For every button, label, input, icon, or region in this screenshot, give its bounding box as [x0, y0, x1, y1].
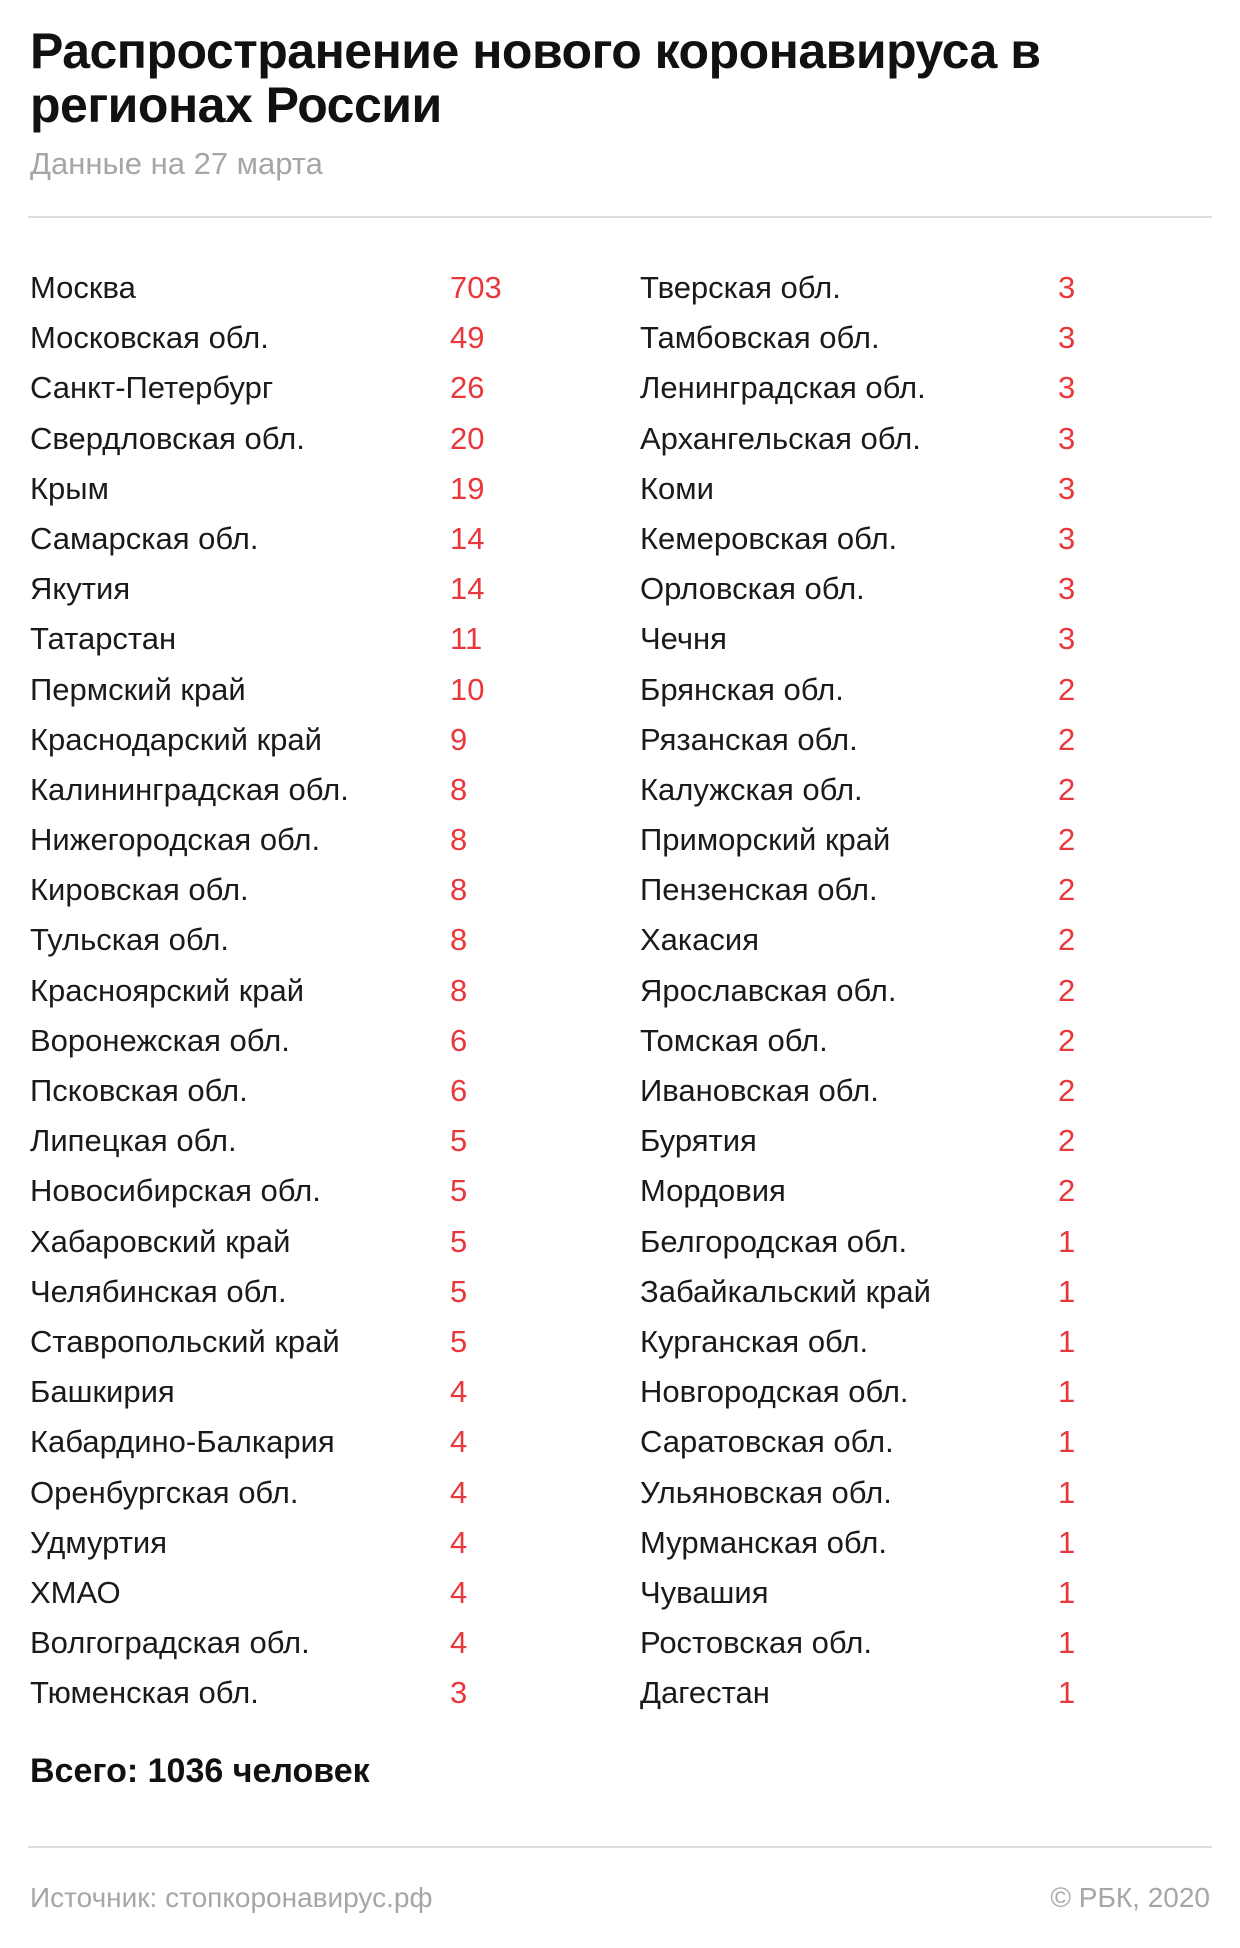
- region-name: Мордовия: [640, 1173, 786, 1209]
- region-row: [30, 617, 590, 667]
- case-count: 1: [1058, 1474, 1076, 1510]
- region-row: [30, 768, 590, 818]
- case-count: 1: [1058, 1223, 1076, 1259]
- region-row: [640, 1169, 1200, 1219]
- case-count: 8: [450, 972, 468, 1008]
- case-count: 5: [450, 1323, 468, 1359]
- case-count: 2: [1058, 1073, 1076, 1108]
- top-divider: [28, 216, 1212, 218]
- case-count: 8: [450, 872, 468, 908]
- case-count: 4: [450, 1625, 468, 1661]
- region-name: Челябинская обл.: [30, 1273, 287, 1309]
- region-name: Воронежская обл.: [30, 1022, 290, 1058]
- region-name: Калининградская обл.: [30, 771, 349, 807]
- region-name: Москва: [30, 270, 136, 305]
- case-count: 5: [450, 1273, 468, 1309]
- region-list-right: [640, 266, 1200, 1721]
- region-name: Ставропольский край: [30, 1323, 340, 1359]
- case-count: 8: [450, 922, 468, 958]
- region-row: [30, 1420, 590, 1470]
- region-name: ХМАО: [30, 1574, 121, 1610]
- region-row: [30, 868, 590, 918]
- case-count: 2: [1058, 1123, 1076, 1159]
- case-count: 1: [1058, 1625, 1076, 1661]
- region-row: [640, 1119, 1200, 1169]
- region-row: [30, 567, 590, 617]
- case-count: 1: [1058, 1323, 1076, 1359]
- case-count: 10: [450, 671, 485, 707]
- region-row: [640, 718, 1200, 768]
- region-row: [640, 366, 1200, 416]
- region-row: [640, 1220, 1200, 1270]
- region-name: Тамбовская обл.: [640, 320, 880, 356]
- region-row: [30, 366, 590, 416]
- region-name: Курганская обл.: [640, 1323, 869, 1359]
- data-date-subtitle: Данные на 27 марта: [30, 146, 323, 181]
- case-count: 1: [1058, 1524, 1076, 1560]
- region-name: Кабардино-Балкария: [30, 1424, 335, 1460]
- case-count: 4: [450, 1374, 468, 1410]
- region-name: Волгоградская обл.: [30, 1625, 310, 1661]
- case-count: 11: [450, 621, 483, 657]
- region-name: Новосибирская обл.: [30, 1173, 321, 1209]
- case-count: 4: [450, 1474, 468, 1510]
- case-count: 14: [450, 571, 485, 607]
- region-row: [30, 969, 590, 1019]
- region-row: [30, 668, 590, 718]
- region-name: Мурманская обл.: [640, 1524, 887, 1560]
- region-list-left: [30, 266, 590, 1721]
- region-name: Хабаровский край: [30, 1223, 291, 1259]
- source-note: Источник: стопкоронавирус.рф: [30, 1882, 433, 1913]
- region-row: [30, 316, 590, 366]
- region-name: Пензенская обл.: [640, 872, 878, 908]
- region-name: Тюменская обл.: [30, 1675, 259, 1711]
- region-name: Самарская обл.: [30, 520, 259, 556]
- region-row: [30, 1671, 590, 1721]
- region-row: [30, 718, 590, 768]
- region-row: [30, 1370, 590, 1420]
- case-count: 2: [1058, 922, 1076, 958]
- region-name: Пермский край: [30, 671, 246, 707]
- region-row: [30, 1069, 590, 1119]
- region-name: Санкт-Петербург: [30, 370, 274, 406]
- case-count: 4: [450, 1424, 468, 1460]
- region-name: Брянская обл.: [640, 671, 844, 707]
- case-count: 2: [1058, 721, 1076, 757]
- region-row: [640, 1471, 1200, 1521]
- region-row: [30, 1571, 590, 1621]
- case-count: 9: [450, 721, 468, 757]
- region-name: Рязанская обл.: [640, 721, 858, 757]
- region-name: Забайкальский край: [640, 1273, 931, 1309]
- region-row: [640, 617, 1200, 667]
- region-name: Нижегородская обл.: [30, 822, 321, 858]
- case-count: 2: [1058, 1022, 1076, 1058]
- region-row: [640, 768, 1200, 818]
- case-count: 1: [1058, 1675, 1076, 1711]
- case-count: 3: [1058, 470, 1076, 506]
- region-row: [640, 1621, 1200, 1671]
- region-name: Псковская обл.: [30, 1073, 248, 1108]
- region-row: [30, 1119, 590, 1169]
- region-name: Кировская обл.: [30, 872, 249, 908]
- case-count: 1: [1058, 1374, 1076, 1410]
- region-name: Ульяновская обл.: [640, 1474, 892, 1510]
- case-count: 4: [450, 1574, 468, 1610]
- region-name: Саратовская обл.: [640, 1424, 894, 1460]
- case-count: 26: [450, 370, 485, 406]
- region-row: [640, 1521, 1200, 1571]
- region-name: Чечня: [640, 621, 727, 657]
- case-count: 4: [450, 1524, 468, 1560]
- region-row: [640, 818, 1200, 868]
- region-name: Ленинградская обл.: [640, 370, 926, 406]
- region-name: Бурятия: [640, 1123, 757, 1159]
- region-row: [30, 1270, 590, 1320]
- case-count: 2: [1058, 872, 1076, 908]
- region-name: Ивановская обл.: [640, 1073, 879, 1108]
- region-row: [640, 668, 1200, 718]
- region-row: [640, 868, 1200, 918]
- region-row: [30, 467, 590, 517]
- case-count: 3: [1058, 370, 1076, 406]
- region-row: [640, 969, 1200, 1019]
- case-count: 6: [450, 1022, 468, 1058]
- region-name: Тульская обл.: [30, 922, 229, 958]
- region-row: [640, 1069, 1200, 1119]
- case-count: 3: [1058, 320, 1076, 356]
- region-row: [640, 1019, 1200, 1069]
- region-name: Архангельская обл.: [640, 420, 921, 456]
- page-title: [30, 24, 1240, 132]
- region-row: [640, 316, 1200, 366]
- region-row: [640, 1571, 1200, 1621]
- region-name: Тверская обл.: [640, 270, 841, 305]
- region-row: [30, 1220, 590, 1270]
- region-name: Крым: [30, 470, 109, 506]
- region-name: Красноярский край: [30, 972, 305, 1008]
- region-row: [30, 266, 590, 316]
- case-count: 5: [450, 1123, 468, 1159]
- case-count: 49: [450, 320, 485, 356]
- case-count: 1: [1058, 1574, 1076, 1610]
- region-name: Хакасия: [640, 922, 760, 958]
- region-name: Томская обл.: [640, 1022, 828, 1058]
- case-count: 8: [450, 771, 468, 807]
- region-name: Чувашия: [640, 1574, 769, 1610]
- region-row: [640, 1370, 1200, 1420]
- case-count: 5: [450, 1223, 468, 1259]
- region-row: [640, 417, 1200, 467]
- case-count: 2: [1058, 671, 1076, 707]
- region-row: [30, 1169, 590, 1219]
- case-count: 1: [1058, 1424, 1076, 1460]
- region-name: Московская обл.: [30, 320, 269, 356]
- case-count: 703: [450, 270, 502, 305]
- region-name: Ярославская обл.: [640, 972, 897, 1008]
- region-row: [640, 1420, 1200, 1470]
- region-row: [30, 1621, 590, 1671]
- case-count: 2: [1058, 1173, 1076, 1209]
- case-count: 1: [1058, 1273, 1076, 1309]
- case-count: 2: [1058, 822, 1076, 858]
- region-name: Липецкая обл.: [30, 1123, 237, 1159]
- region-row: [640, 467, 1200, 517]
- region-row: [640, 1320, 1200, 1370]
- region-name: Удмуртия: [30, 1524, 168, 1560]
- region-row: [30, 417, 590, 467]
- region-name: Ростовская обл.: [640, 1625, 872, 1661]
- region-row: [30, 1320, 590, 1370]
- region-name: Калужская обл.: [640, 771, 863, 807]
- case-count: 2: [1058, 771, 1076, 807]
- region-name: Новгородская обл.: [640, 1374, 909, 1410]
- region-row: [640, 567, 1200, 617]
- region-name: Башкирия: [30, 1374, 175, 1410]
- case-count: 3: [1058, 520, 1076, 556]
- case-count: 2: [1058, 972, 1076, 1008]
- region-name: Белгородская обл.: [640, 1223, 908, 1259]
- region-name: Приморский край: [640, 822, 891, 858]
- region-name: Краснодарский край: [30, 721, 322, 757]
- case-count: 3: [1058, 621, 1076, 657]
- region-name: Дагестан: [640, 1675, 770, 1711]
- region-name: Оренбургская обл.: [30, 1474, 299, 1510]
- total-count: Всего: 1036 человек: [30, 1752, 370, 1790]
- region-name: Якутия: [30, 571, 131, 607]
- case-count: 6: [450, 1073, 468, 1108]
- case-count: 14: [450, 520, 485, 556]
- case-count: 3: [1058, 420, 1076, 456]
- case-count: 3: [1058, 270, 1076, 305]
- region-name: Кемеровская обл.: [640, 520, 898, 556]
- region-row: [640, 918, 1200, 968]
- region-name: Коми: [640, 470, 714, 506]
- region-name: Орловская обл.: [640, 571, 865, 607]
- case-count: 20: [450, 420, 485, 456]
- case-count: 3: [1058, 571, 1076, 607]
- region-row: [640, 517, 1200, 567]
- region-row: [30, 1471, 590, 1521]
- region-row: [30, 918, 590, 968]
- case-count: 8: [450, 822, 468, 858]
- region-row: [640, 266, 1200, 316]
- case-count: 5: [450, 1173, 468, 1209]
- copyright-note: © РБК, 2020: [1050, 1882, 1210, 1913]
- bottom-divider: [28, 1846, 1212, 1848]
- region-row: [30, 818, 590, 868]
- region-row: [30, 1521, 590, 1571]
- title-text: Распространение нового коронавируса в регионах России: [30, 23, 1041, 133]
- case-count: 19: [450, 470, 485, 506]
- region-row: [30, 1019, 590, 1069]
- region-name: Татарстан: [30, 621, 177, 657]
- region-row: [640, 1270, 1200, 1320]
- region-row: [30, 517, 590, 567]
- region-row: [640, 1671, 1200, 1721]
- case-count: 3: [450, 1675, 468, 1711]
- region-name: Свердловская обл.: [30, 420, 305, 456]
